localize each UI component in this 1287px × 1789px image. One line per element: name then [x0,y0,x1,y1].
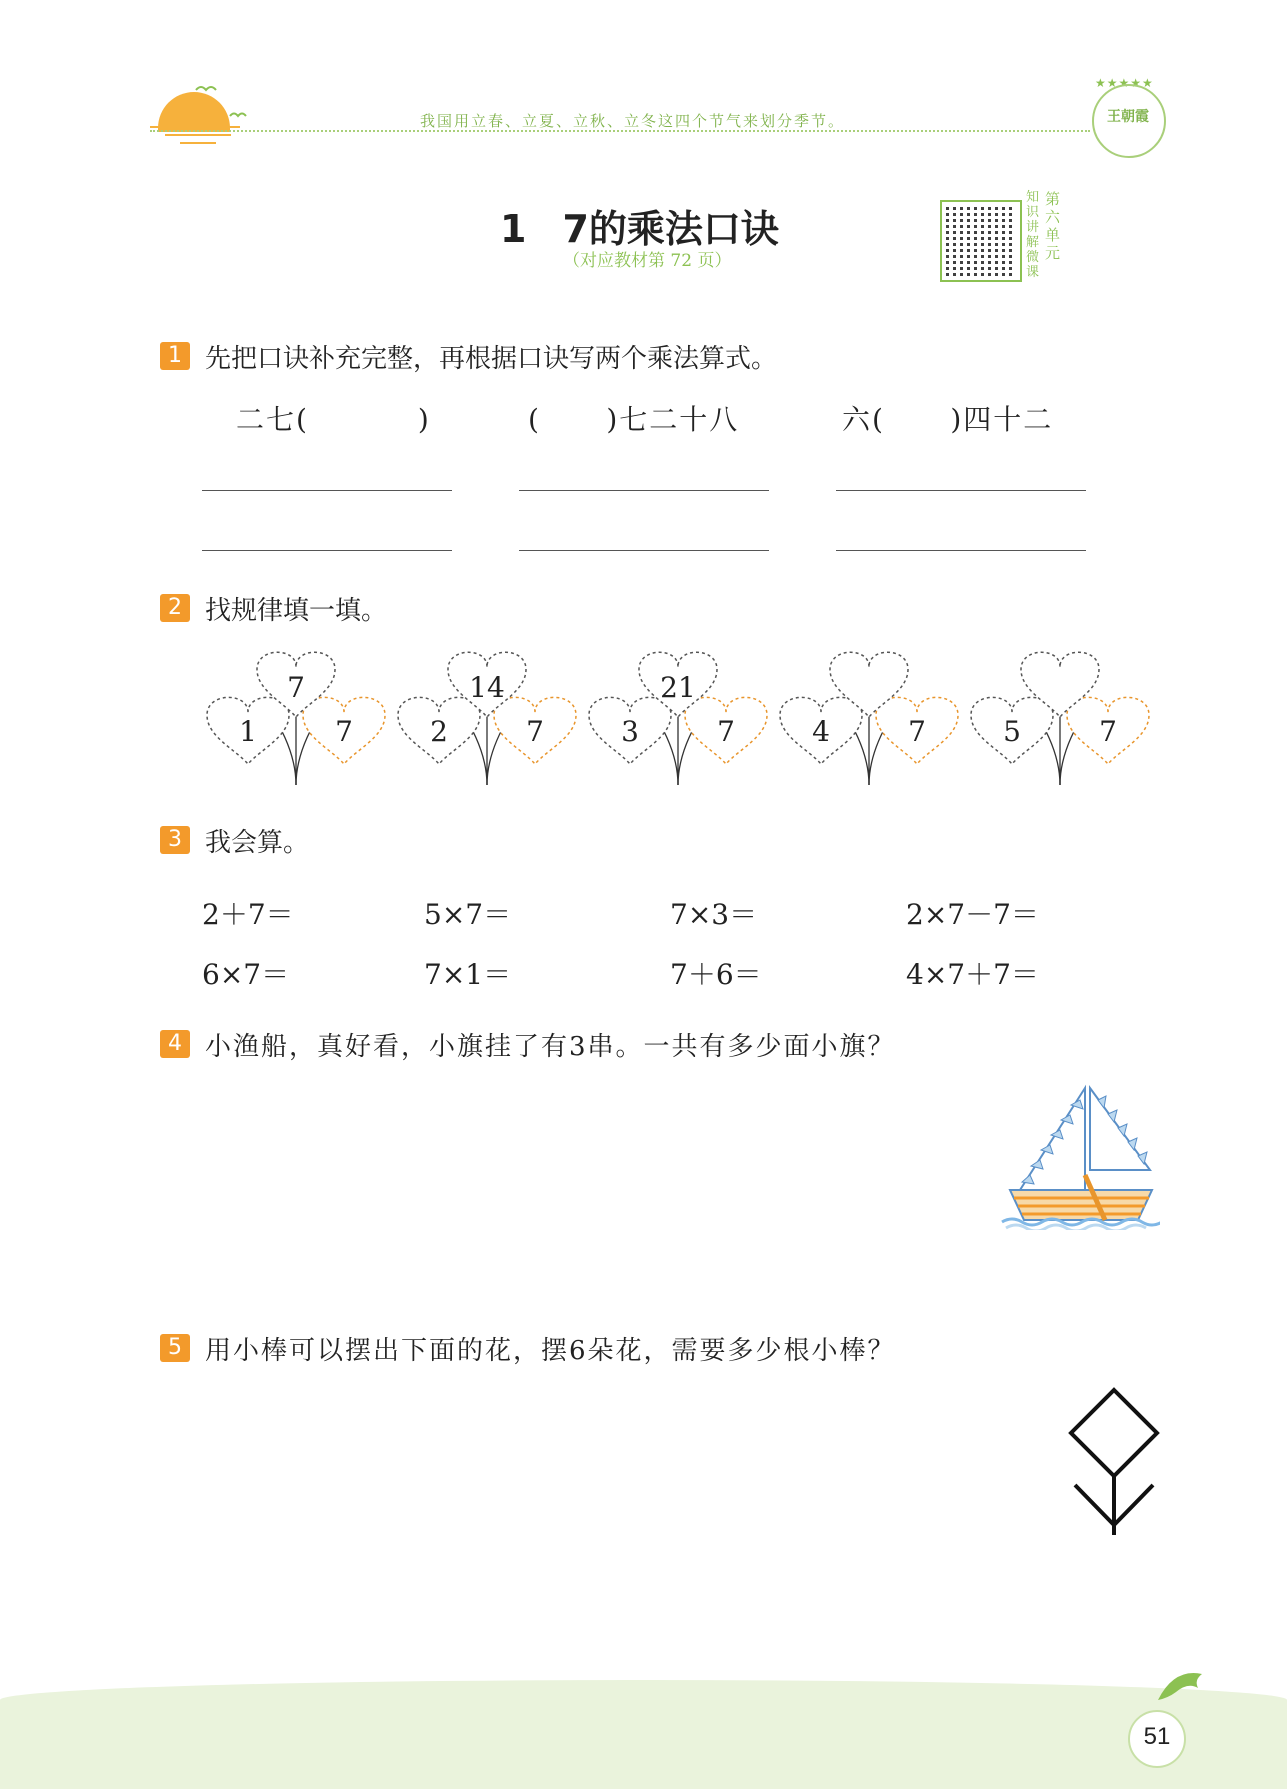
heart-top-value: 7 [287,671,305,704]
heart-left-value: 5 [1003,715,1021,748]
question-1-prompt: 先把口诀补充完整，再根据口诀写两个乘法算式。 [205,344,778,374]
heart-top-value: 21 [660,671,696,704]
heart-right-value: 7 [335,715,353,748]
page-number: 51 [1143,1723,1171,1750]
qr-code-pattern [946,206,1016,276]
heart-right-value: 7 [1099,715,1117,748]
calc-item[interactable]: 5×7＝ [424,898,512,931]
heart-left-value: 3 [621,715,639,748]
sun-stripe [180,142,216,144]
calc-item[interactable]: 7＋6＝ [670,958,762,991]
stick-flower-illustration [1065,1385,1165,1540]
heart-flower [589,652,767,785]
page-subtitle: （对应教材第 72 页） [563,251,732,271]
question-2-prompt: 找规律填一填。 [205,596,388,626]
heart-flower [780,652,958,785]
question-4-prompt: 小渔船，真好看，小旗挂了有3串。一共有多少面小旗？ [205,1032,896,1062]
heart-left-value: 1 [239,715,257,748]
heart-flowers [200,640,1160,790]
answer-line[interactable] [519,550,769,551]
heart-right-value: 7 [908,715,926,748]
rhyme-blank-2[interactable]: ( )七二十八 [528,403,740,436]
qr-code[interactable] [940,200,1022,282]
heart-flower [398,652,576,785]
answer-line[interactable] [519,490,769,491]
footer-band [0,1700,1287,1789]
brand-badge-text: 王朝霞 [1107,109,1149,125]
heart-top-value: 14 [469,671,505,704]
qr-caption-left: 知识讲解微课 [1026,190,1040,280]
question-number-badge: 5 [160,1334,190,1362]
heart-left-value: 4 [812,715,830,748]
calc-item[interactable]: 2＋7＝ [202,898,294,931]
rhyme-blank-3[interactable]: 六( )四十二 [842,403,1054,436]
header-motto: 我国用立春、立夏、立秋、立冬这四个节气来划分季节。 [420,112,846,130]
page-title [500,198,779,253]
calc-item[interactable]: 7×1＝ [424,958,512,991]
question-number-badge: 2 [160,594,190,622]
calc-item[interactable]: 7×3＝ [670,898,758,931]
heart-flower [971,652,1149,785]
sailboat-illustration [1000,1080,1160,1230]
heart-right-value: 7 [717,715,735,748]
lesson-title: 7的乘法口诀 [562,207,779,251]
answer-line[interactable] [836,490,1086,491]
lesson-number: 1 [500,207,527,251]
answer-line[interactable] [202,550,452,551]
heart-left-value: 2 [430,715,448,748]
answer-line[interactable] [836,550,1086,551]
question-number-badge: 3 [160,826,190,854]
badge-stars: ★★★★★ [1095,76,1154,90]
question-3-prompt: 我会算。 [205,828,310,858]
heart-right-value: 7 [526,715,544,748]
calc-item[interactable]: 6×7＝ [202,958,290,991]
question-number-badge: 4 [160,1030,190,1058]
sun-stripe [165,134,231,136]
question-5-prompt: 用小棒可以摆出下面的花，摆6朵花，需要多少根小棒？ [205,1336,896,1366]
question-number-badge: 1 [160,342,190,370]
rhyme-blank-1[interactable]: 二七( ) [236,403,431,436]
answer-line[interactable] [202,490,452,491]
heart-flower [207,652,385,785]
calc-item[interactable]: 2×7－7＝ [906,898,1039,931]
qr-caption-right: 第六单元 [1045,190,1061,262]
calc-item[interactable]: 4×7＋7＝ [906,958,1039,991]
birds-icon [190,78,260,128]
